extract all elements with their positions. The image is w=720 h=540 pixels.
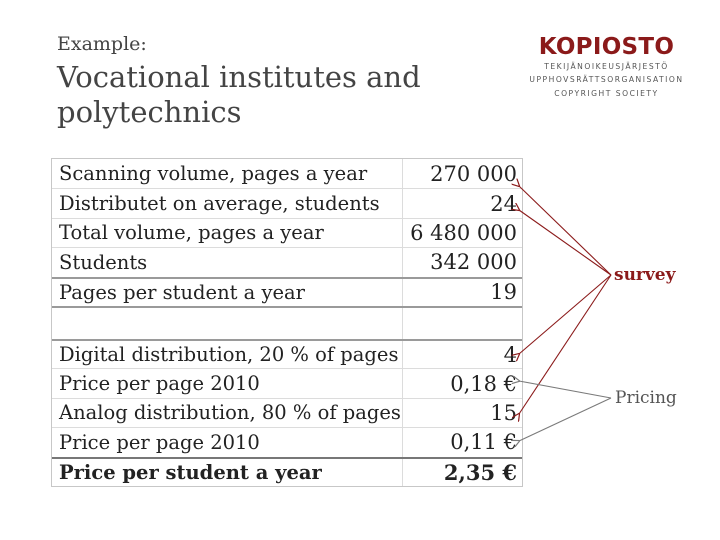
row-value: 0,18 € <box>450 371 517 396</box>
row-value: 6 480 000 <box>410 220 517 245</box>
row-value: 0,11 € <box>450 430 517 455</box>
total-value: 2,35 € <box>443 459 517 485</box>
pricing-line-1 <box>519 381 611 398</box>
slide-title: Vocational institutes and polytechnics <box>57 60 421 130</box>
row-label: Scanning volume, pages a year <box>52 159 403 188</box>
eyebrow-label: Example: <box>57 33 147 55</box>
pricing-line-2 <box>519 398 611 441</box>
logo-wordmark: KOPIOSTO <box>538 34 675 60</box>
logo-subtitle-fi: TEKIJÄNOIKEUSJÄRJESTÖ <box>544 62 669 71</box>
row-label: Total volume, pages a year <box>52 219 403 247</box>
row-value: 270 000 <box>430 161 517 186</box>
row-value: 24 <box>490 191 517 216</box>
survey-line-3 <box>519 275 611 354</box>
survey-line-1 <box>519 186 611 275</box>
row-value: 342 000 <box>430 250 517 275</box>
survey-line-2 <box>519 210 611 275</box>
survey-label: survey <box>614 265 676 285</box>
row-label: Digital distribution, 20 % of pages <box>52 341 403 368</box>
logo-subtitle-sv: UPPHOVSRÄTTSORGANISATION <box>529 75 684 85</box>
row-label: Students <box>52 248 403 276</box>
row-value: 15 <box>490 400 517 425</box>
row-label: Price per page 2010 <box>52 369 403 397</box>
row-label: Analog distribution, 80 % of pages <box>52 399 403 427</box>
row-label: Pages per student a year <box>52 279 403 306</box>
total-label: Price per student a year <box>52 459 403 486</box>
row-label: Distributet on average, students <box>52 189 403 217</box>
row-label: Price per page 2010 <box>52 428 403 456</box>
survey-line-4 <box>519 275 611 414</box>
logo-subtitle-en: COPYRIGHT SOCIETY <box>554 88 659 98</box>
row-value: 4 <box>503 342 517 367</box>
pricing-label: Pricing <box>615 388 677 408</box>
row-value: 19 <box>490 280 517 305</box>
